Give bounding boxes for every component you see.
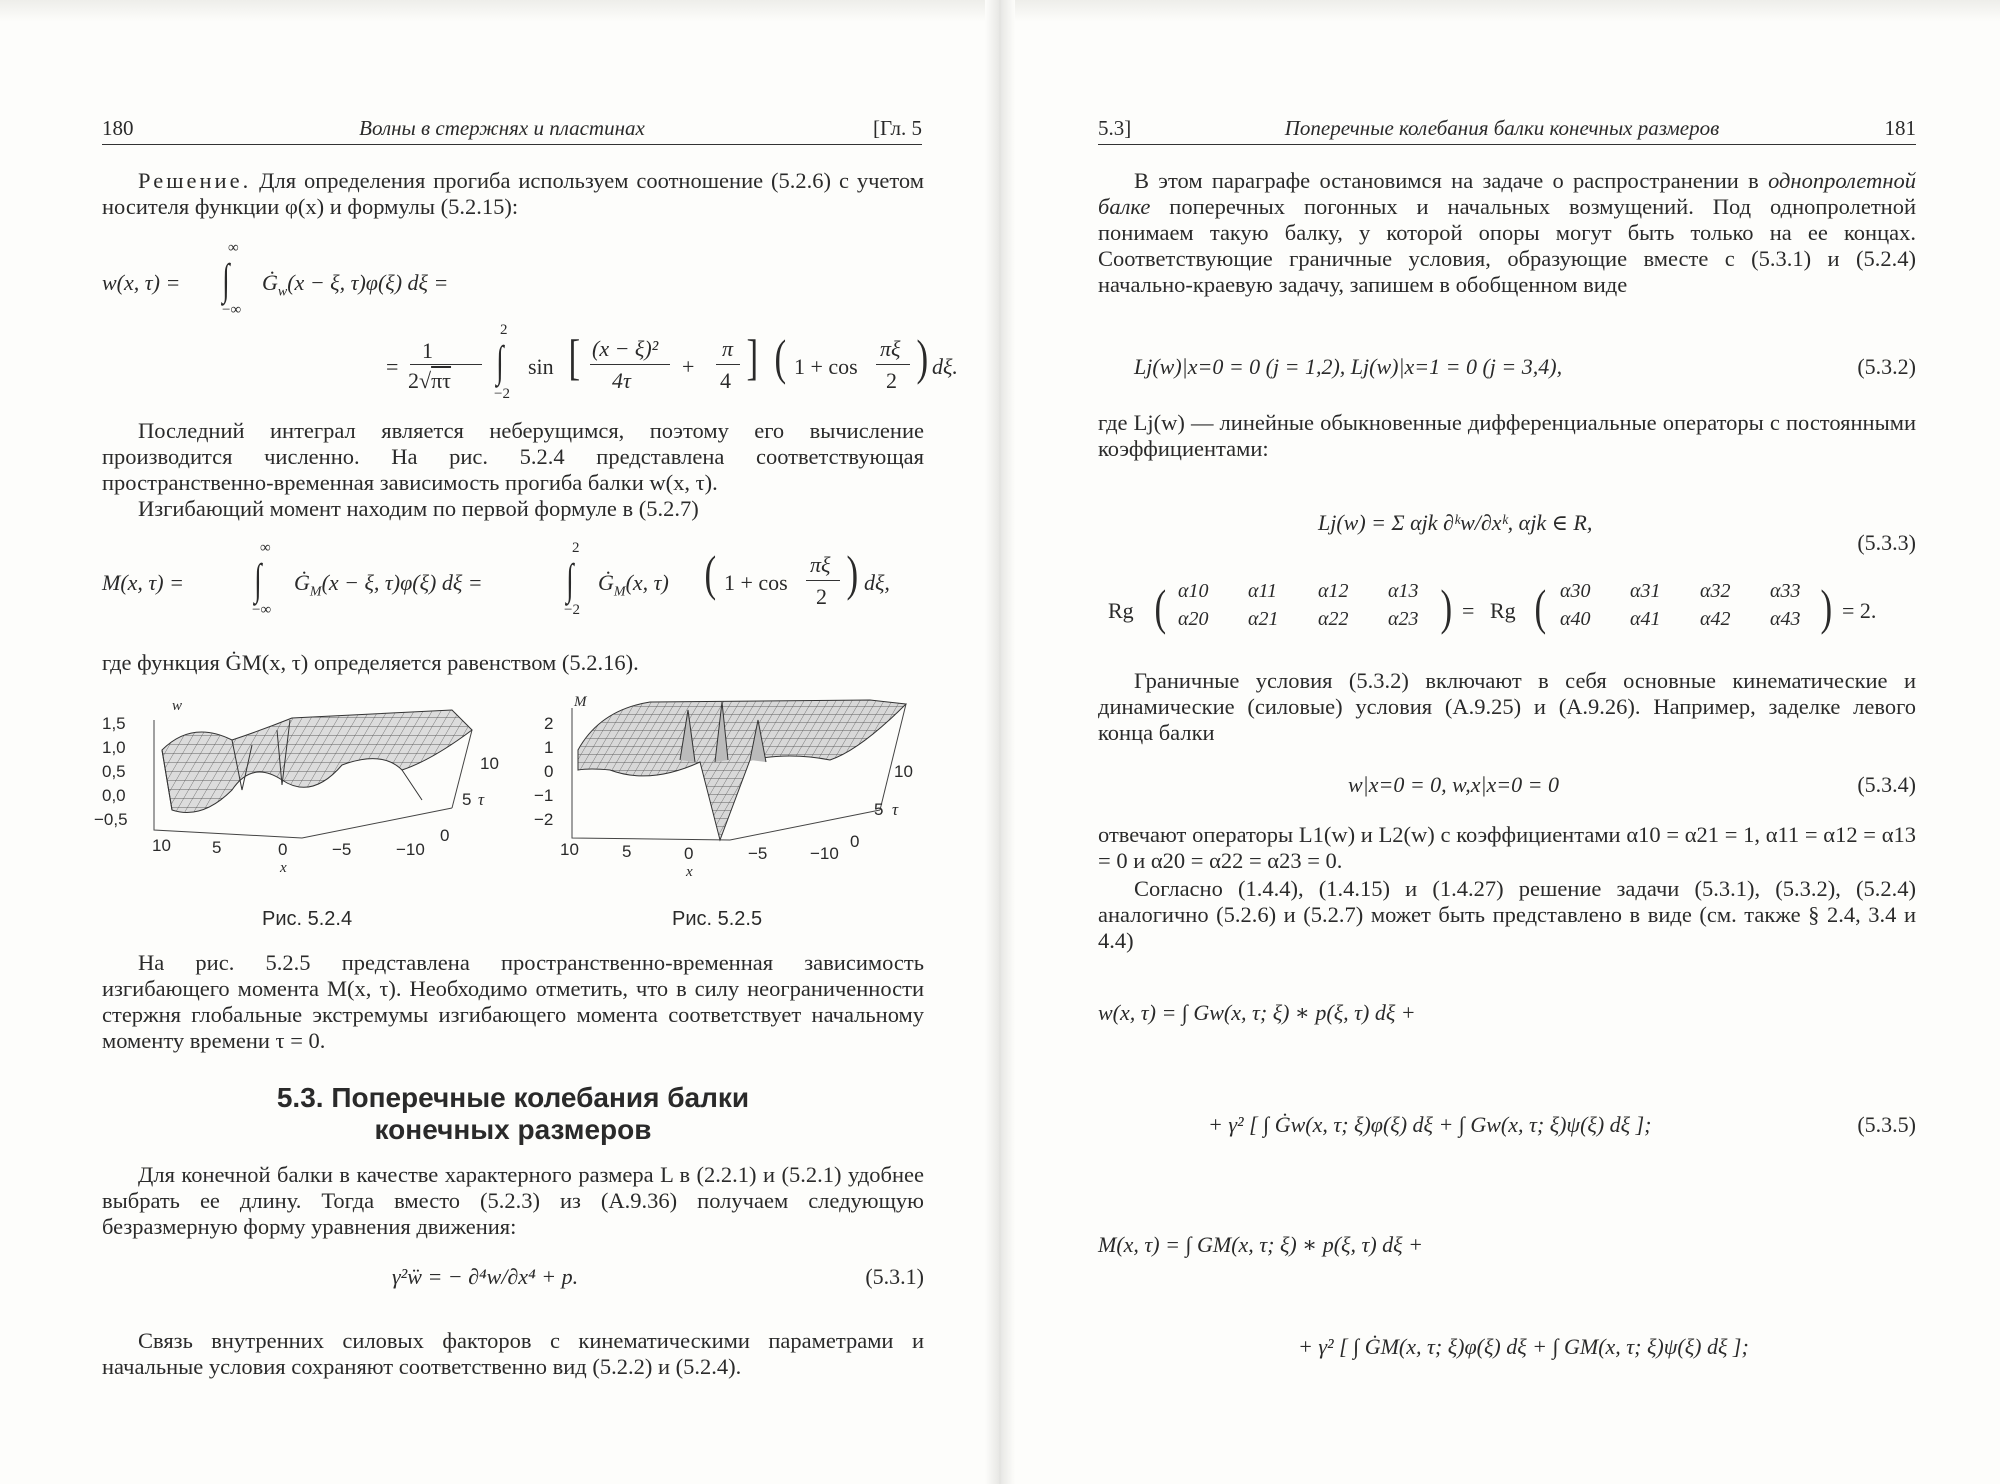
paragraph: отвечают операторы L1(w) и L2(w) с коэффициентами α10 = α21 = 1, α11 = α12 = α13 = 0 и α20 = α22 = α23 = 0. [1098,822,1916,873]
x-tick: 10 [560,840,579,859]
equation-number: (5.3.1) [865,1264,924,1289]
paragraph-text: Для определения прогиба используем соотношение (5.2.6) с учетом носителя функции φ(x) и формулы (5.2.15): [102,168,924,219]
equation-text: w|x=0 = 0, w,x|x=0 = 0 [1348,772,1559,797]
page-number: 181 [1884,116,1916,140]
section-label: 5.3] [1098,116,1132,140]
equation-text: + γ² [ ∫ Ġw(x, τ; ξ)φ(ξ) dξ + ∫ Gw(x, τ; ξ)ψ(ξ) dξ ]; [1208,1112,1652,1137]
paragraph: Последний интеграл является неберущимся, поэтому его вычисление производится численно. На рис. 5.2.4 представлена соответствующая пространственно-временная зависимость прогиба балки w(x, τ). [102,418,924,495]
chapter-label: [Гл. 5 [872,116,922,140]
z-tick: −1 [534,786,554,805]
equation [1098,984,1916,1044]
equation [1098,492,1916,555]
matrix-cell: α20 [1178,608,1209,630]
z-axis-label: w [172,698,183,714]
t-axis-label: τ [892,800,899,819]
z-tick: −2 [534,810,554,829]
equation [1098,1318,1916,1378]
right-page [1000,0,2000,1484]
equation [1098,1096,1916,1156]
equation-text: γ²ẅ = − ∂⁴w/∂x⁴ + p. [392,1264,579,1289]
equation-number: (5.3.5) [1857,1112,1916,1137]
matrix-cell: α23 [1388,608,1419,630]
figure-5-2-5 [530,690,930,890]
equation: M(x, τ) = ∞ ∫ −∞ $Ġ_M(x - \xi$, τ)φ(ξ) dξ = 2 ∫ −2 $Ġ_M(x$, τ) ( 1 + cos πξ 2 ) dξ, [102,540,890,618]
matrix-cell: α32 [1700,580,1731,602]
surface-plot-M [530,690,930,890]
x-tick: −5 [332,840,352,859]
equation-number: (5.3.4) [1857,772,1916,797]
matrix-cell: α13 [1388,580,1419,602]
t-tick: 5 [462,790,472,809]
z-tick: 1 [544,738,554,757]
paragraph: Согласно (1.4.4), (1.4.15) и (1.4.27) решение задачи (5.3.1), (5.3.2), (5.2.4) аналогично (5.2.6) и (5.2.7) может быть представлено в виде (см. также § 2.4, 3.4 и 4.4) [1098,876,1916,953]
rank-label: Rg [1108,598,1134,623]
page-number: 180 [102,116,134,140]
paragraph: Связь внутренних силовых факторов с кинематическими параметрами и начальные условия сохраняют соответственно вид (5.2.2) и (5.2.4). [102,1328,924,1379]
z-tick: 0 [544,762,554,781]
matrix-cell: α11 [1248,580,1278,602]
equation [1098,768,1916,808]
paragraph-text: поперечных погонных и начальных возмущений. Под однопролетной понимаем такую балку, у которой опоры могут быть только на ее концах. Соответствующие граничные условия, образующие вместе с (5.3.1) и (5.2.4) начально-краевую задачу, запишем в обобщенном виде [1098,194,1916,297]
z-axis-label: M [574,694,587,710]
solution-lead: Решение. [138,168,252,193]
equation-text: + γ² [ ∫ ĠM(x, τ; ξ)φ(ξ) dξ + ∫ GM(x, τ; ξ)ψ(ξ) dξ ]; [1298,1334,1749,1359]
rank-condition: Rg ( α10 α11 α12 α13 α20 α21 α22 α23 ) = Rg ( α30 α31 α32 α33 α40 α41 α42 α43 ) = 2. [1108,579,1877,635]
matrix-cell: α42 [1700,608,1731,630]
equation-text: Lj(w)|x=0 = 0 (j = 1,2), Lj(w)|x=1 = 0 (j = 3,4), [1134,354,1563,379]
equation-number: (5.3.3) [1857,530,1916,555]
z-tick: 1,5 [102,714,126,733]
paragraph: где Lj(w) — линейные обыкновенные дифференциальные операторы с постоянными коэффициентами: [1098,410,1916,461]
emphasis: однопролетной балке [1098,168,1916,219]
paragraph [1098,168,1916,298]
header-title: Поперечные колебания балки конечных размеров [1284,116,1720,140]
rank-value: = 2. [1842,598,1877,623]
paragraph-text: В этом параграфе остановимся на задаче о распространении в [1134,168,1769,193]
x-tick: 0 [278,840,288,859]
matrix-cell: α10 [1178,580,1209,602]
matrix-cell: α40 [1560,608,1591,630]
z-tick: −0,5 [94,810,128,829]
section-heading: 5.3. Поперечные колебания балки конечных размеров [276,1082,750,1145]
paragraph: Изгибающий момент находим по первой формуле в (5.2.7) [138,496,699,521]
x-tick: 5 [212,838,222,857]
matrix-cell: α43 [1770,608,1801,630]
paragraph: Для конечной балки в качестве характерного размера L в (2.2.1) и (5.2.1) удобнее выбрать ее длину. Тогда вместо (5.2.3) из (A.9.36) получаем следующую безразмерную форму уравнения движения: [102,1162,924,1239]
equation: w(x, τ) = ∞ ∫ −∞ $Ġ_w(x - \xi$, τ)φ(ξ) dξ = [102,240,449,318]
x-axis-label: x [686,864,693,880]
surface-plot-w [102,690,502,890]
paragraph: Граничные условия (5.3.2) включают в себя основные кинематические и динамические (силовые) условия (A.9.25) и (A.9.26). Например, заделке левого конца балки [1098,668,1916,745]
x-tick: 5 [622,842,632,861]
t-axis-label: τ [478,790,485,809]
paragraph [102,168,924,220]
matrix-cell: α31 [1630,580,1661,602]
equation [1098,350,1916,390]
matrix-cell: α21 [1248,608,1279,630]
t-tick: 10 [480,754,499,773]
matrix-cell: α41 [1630,608,1661,630]
t-tick: 0 [440,826,450,845]
t-tick: 5 [874,800,884,819]
x-tick: −10 [396,840,425,859]
z-tick: 1,0 [102,738,126,757]
running-header [102,114,922,145]
x-tick: 10 [152,836,171,855]
x-tick: 0 [684,844,694,863]
x-axis-label: x [280,860,287,876]
equation-number: (5.3.2) [1857,354,1916,379]
z-tick: 0,0 [102,786,126,805]
x-tick: −10 [810,844,839,863]
running-header [1098,114,1916,145]
figure-caption: Рис. 5.2.5 [672,908,763,930]
figure-5-2-4 [94,690,502,890]
equation [1098,1216,1916,1276]
equation-text: w(x, τ) = ∫ Gw(x, τ; ξ) ∗ p(ξ, τ) dξ + [1098,1000,1416,1025]
figure-caption: Рис. 5.2.4 [262,908,353,930]
equation-text: M(x, τ) = ∫ GM(x, τ; ξ) ∗ p(ξ, τ) dξ + [1098,1232,1423,1257]
z-tick: 2 [544,714,554,733]
equation [102,1248,924,1308]
x-tick: −5 [748,844,768,863]
t-tick: 10 [894,762,913,781]
paragraph: где функция ĠM(x, τ) определяется равенством (5.2.16). [102,650,639,675]
equation: = 1 2√πτ 2 ∫ −2 sin [ (x − ξ)² 4τ + π 4 ] ( 1 + cos πξ 2 ) dξ. [386,322,958,402]
z-tick: 0,5 [102,762,126,781]
rank-label: Rg [1490,598,1516,623]
matrix-cell: α22 [1318,608,1349,630]
matrix-cell: α33 [1770,580,1801,602]
matrix-cell: α12 [1318,580,1349,602]
matrix-cell: α30 [1560,580,1591,602]
paragraph: На рис. 5.2.5 представлена пространственно-временная зависимость изгибающего момента M(x, τ). Необходимо отметить, что в силу неограниченности стержня глобальные экстремумы изгибающего момента соответствует начальному моменту времени τ = 0. [102,950,924,1053]
equation-text: Lj(w) = Σ αjk ∂ᵏw/∂xᵏ, αjk ∈ R, [1318,510,1593,535]
header-title: Волны в стержнях и пластинах [359,116,645,140]
t-tick: 0 [850,832,860,851]
